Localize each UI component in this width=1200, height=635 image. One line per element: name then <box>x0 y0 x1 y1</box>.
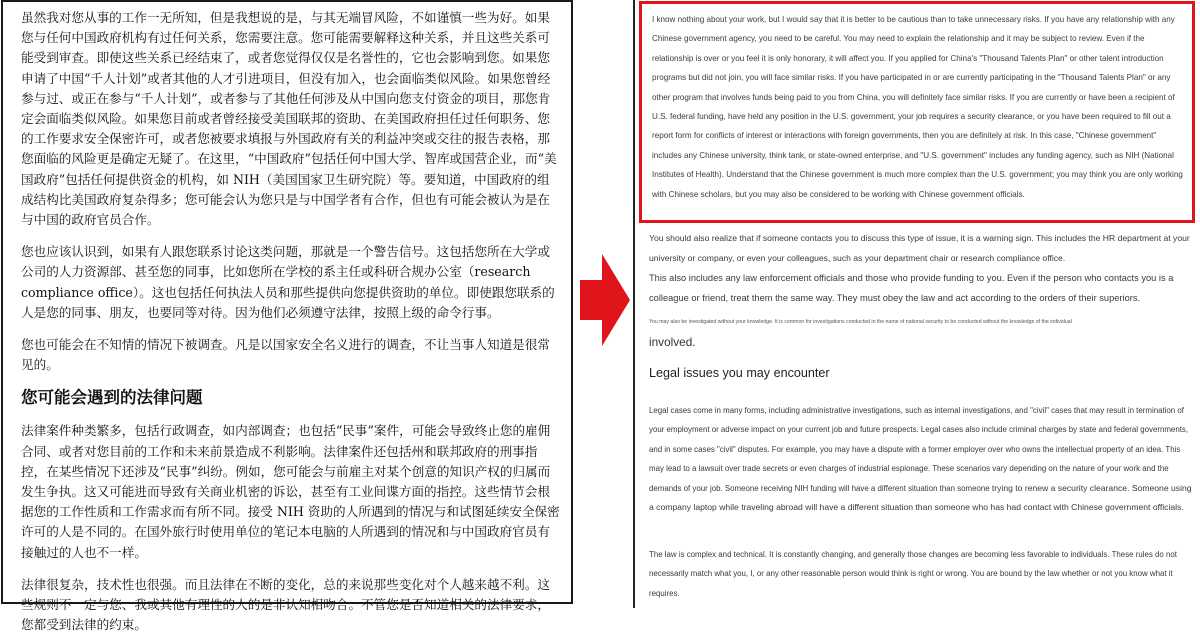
right-arrow-icon <box>580 250 630 350</box>
chinese-heading: 您可能会遇到的法律问题 <box>21 388 203 408</box>
english-involved-text: involved. <box>649 335 696 349</box>
english-paragraph-law: The law is complex and technical. It is constantly changing, and generally those changes are becoming less favorable to individuals. These rules do not necessarily match what you, I, or any other reasonable person would think is right or wrong. You are bound by the law whether or not you know what it requires. <box>649 550 1177 598</box>
chinese-paragraph-4: 法律案件种类繁多，包括行政调查，如内部调查；也包括“民事”案件，可能会导致终止您的雇佣合同、或者对您目前的工作和未来前景造成不利影响。法律案件还包括州和联邦政府的刑事指控，在某些情况下还涉及“民事”纠纷。例如，您可能会与前雇主对某个创意的知识产权的归属而发生争执。这又可能进而导致有关商业机密的诉讼，甚至有工业间谍方面的指控。这些情节会根据您的工作性质和工作需求而有所不同。接受 NIH 资助的人所遇到的情况与和试图延续安全保密许可的人是不同的。在国外旅行时使用单位的笔记本电脑的人所遇到的情况和与中国政府官员有接触过的人也不一样。 <box>21 423 560 560</box>
english-heading: Legal issues you may encounter <box>649 366 830 380</box>
highlighted-translation-box <box>639 1 1195 223</box>
english-paragraph-warning-b: This also includes any law enforcement officials and those who provide funding to you. Even if the person who contacts you is a colleague or friend, treat them the same way. They must obey the law and act according to the orders of their superiors. <box>649 273 1174 303</box>
chinese-paragraph-1: 虽然我对您从事的工作一无所知，但是我想说的是，与其无端冒风险，不如谨慎一些为好。如果您与任何中国政府机构有过任何关系，您需要注意。您可能需要解释这种关系，并且这些关系可能受到审查。即使这些关系已经结束了，或者您觉得仅仅是名誉性的，它也会影响到您。如果您申请了中国“千人计划”或者其他的人才引进项目，但没有加入，也会面临类似风险。如果您曾经参与过、或正在参与“千人计划”，或者参与了其他任何涉及从中国向您支付资金的项目，那您肯定会面临类似风险。如果您目前或者曾经接受美国联邦的资助、在美国政府担任过任何职务、您的工作要求安全保密许可，或者您被要求填报与外国政府有关的利益冲突或交往的报告表格，那您面临的风险更是确定无疑了。在这里，“中国政府”包括任何中国大学、智库或国营企业，而“美国政府”包括任何提供资金的机构，如 NIH（美国国家卫生研究院）等。要知道，中国政府的组成结构比美国政府复杂得多；您可能会认为您只是与中国学者有合作，但也有可能会被认为是在与中国的政府官员合作。 <box>21 10 557 228</box>
chinese-paragraph-3: 您也可能会在不知情的情况下被调查。凡是以国家安全名义进行的调查，不让当事人知道是很常见的。 <box>21 337 550 373</box>
highlighted-paragraph: I know nothing about your work, but I would say that it is better to be cautious than to take unnecessary risks. If you have any relationship with any Chinese government agency, you need to be careful. You may need to explain the relationship and it may be subject to review. Even if the relationship is over or you feel it is only honorary, it will affect you. If you applied for China's "Thousand Talents Plan" or other talent introduction programs but did not join, you will face similar risks. If you have participated in or are currently participating in the "Thousand Talents Plan" or any other program that involves funds being paid to you from China, you will definitely face similar risks. If you are currently or have been a recipient of U.S. federal funding, have held any position in the U.S. government, your job requires a security clearance, or you have been required to fill out a report form for conflicts of interest or interactions with foreign governments, then you are definitely at risk. In this case, "Chinese government" includes any Chinese university, think tank, or state-owned enterprise, and "U.S. government" includes any funding agency, such as NIH (National Institutes of Health). Understand that the Chinese government is much more complex than the U.S. government; you may think you are only working with Chinese scholars, but you may also be considered to be working with Chinese government officials. <box>652 15 1183 199</box>
english-paragraph-legal <box>649 401 1195 517</box>
english-paragraph-legal-a: Legal cases come in many forms, including administrative investigations, such as internal investigations, and "civil" cases that may result in termination of your employment or adverse impact on your current job and future prospects. Legal cases also include criminal charges by state and federal governments, and in some cases "civil" disputes. For example, you may have a dispute with a former employer over who owns the intellectual property of an idea. This may lead to a lawsuit over trade secrets or even charges of industrial espionage. These scenarios vary depending on the nature of your work and the demands of your job. Someone receiving NIH funding will have a different situation than someone <box>649 406 1189 493</box>
english-paragraph-warning <box>649 228 1195 308</box>
english-paragraph-legal-b: trying to renew a security clearance. Someone using a company laptop while traveling abroad will have a different situation than someone who has had contact with Chinese government officials. <box>649 482 1192 513</box>
english-text-panel <box>633 0 1200 608</box>
english-paragraph-warning-a: You should also realize that if someone contacts you to discuss this type of issue, it is a warning sign. This includes the HR department at your university or company, or even your colleagues, such as your department chair or research compliance office. <box>649 233 1190 263</box>
chinese-paragraph-5: 法律很复杂，技术性也很强。而且法律在不断的变化，总的来说那些变化对个人越来越不利。这些规则不一定与您、我或其他有理性的人的是非认知相吻合。不管您是否知道相关的法律要求，您都受到法律的约束。 <box>21 576 550 633</box>
chinese-text-panel <box>1 0 573 633</box>
english-paragraph-investigation: You may also be investigated without your knowledge. It is common for investigations conducted in the name of national security to be conducted without the knowledge of the individual <box>649 319 1072 325</box>
chinese-paragraph-2: 您也应该认识到，如果有人跟您联系讨论这类问题，那就是一个警告信号。这包括您所在大学或公司的人力资源部、甚至您的同事，比如您所在学校的系主任或科研合规办公室（research compliance office）。这也包括任何执法人员和那些提供向您提供资助的单位。即使跟您联系的人是您的同事、朋友，也要同等对待。因为他们必须遵守法律，按照上级的命令行事。 <box>21 244 555 320</box>
